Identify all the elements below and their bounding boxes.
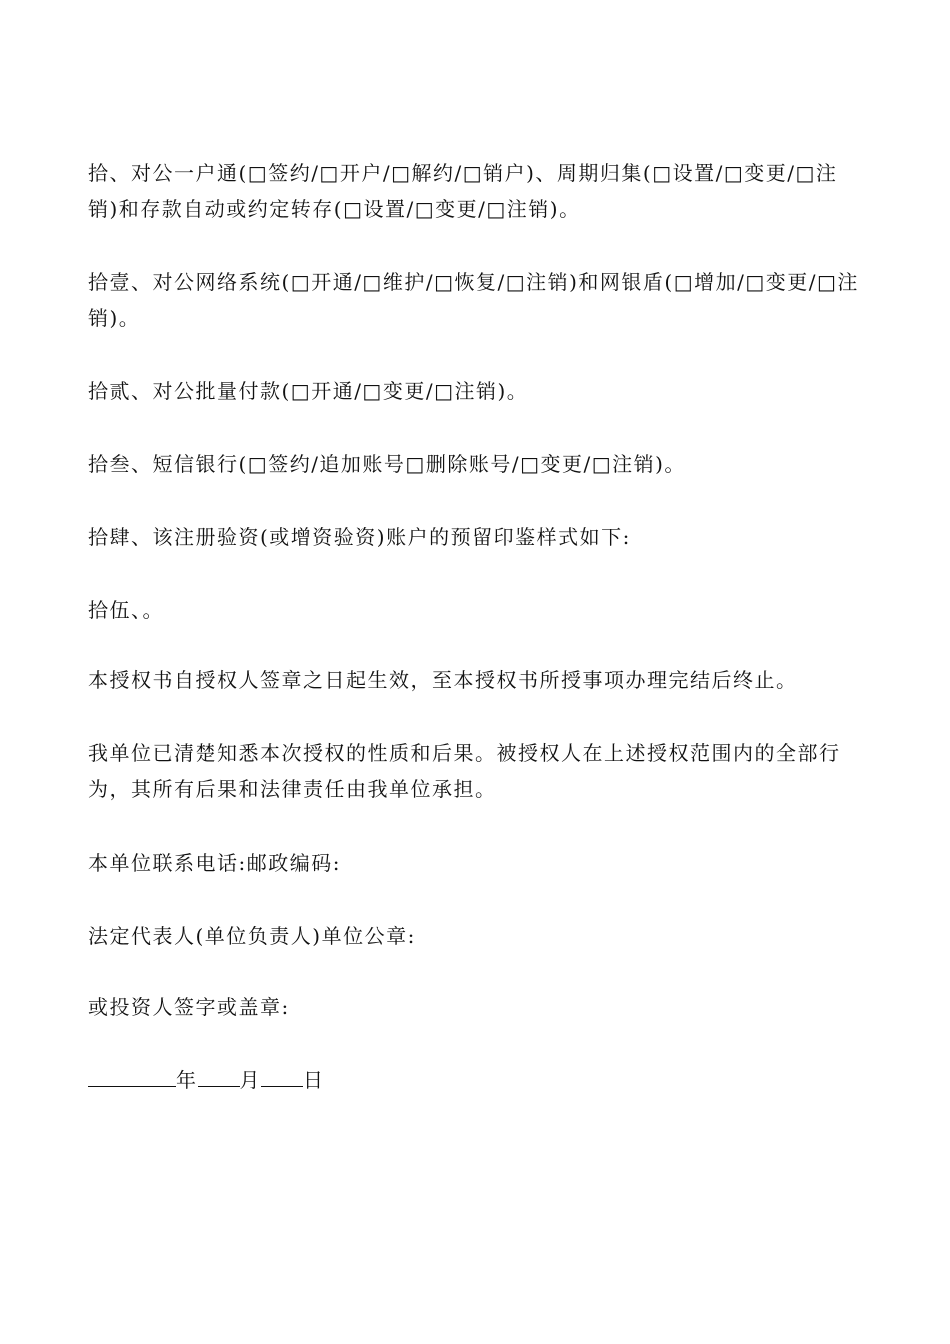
contact-line: 本单位联系电话:邮政编码: [88, 851, 341, 875]
day-label: 日 [303, 1068, 325, 1092]
responsibility-statement: 我单位已清楚知悉本次授权的性质和后果。被授权人在上述授权范围内的全部行为，其所有后果和法律责任由我单位承担。 [88, 741, 841, 801]
clause-14: 拾肆、该注册验资(或增资验资)账户的预留印鉴样式如下: [88, 525, 631, 549]
month-blank [198, 1062, 240, 1087]
month-label: 月 [239, 1068, 261, 1092]
validity-statement: 本授权书自授权人签章之日起生效，至本授权书所授事项办理完结后终止。 [88, 668, 798, 692]
year-blank [88, 1062, 176, 1087]
clause-10: 拾、对公一户通(□签约/□开户/□解约/□销户)、周期归集(□设置/□变更/□注销)和存款自动或约定转存(□设置/□变更/□注销)。 [88, 161, 838, 221]
clause-11: 拾壹、对公网络系统(□开通/□维护/□恢复/□注销)和网银盾(□增加/□变更/□注销)。 [88, 270, 859, 330]
year-label: 年 [176, 1068, 198, 1092]
day-blank [261, 1062, 303, 1087]
clause-13: 拾叁、短信银行(□签约/追加账号□删除账号/□变更/□注销)。 [88, 452, 686, 476]
investor-signature-line: 或投资人签字或盖章: [88, 995, 290, 1019]
clause-15: 拾伍、。 [88, 598, 164, 622]
legal-rep-seal-line: 法定代表人(单位负责人)单位公章: [88, 924, 416, 948]
date-line [88, 1062, 325, 1098]
clause-12: 拾贰、对公批量付款(□开通/□变更/□注销)。 [88, 379, 529, 403]
